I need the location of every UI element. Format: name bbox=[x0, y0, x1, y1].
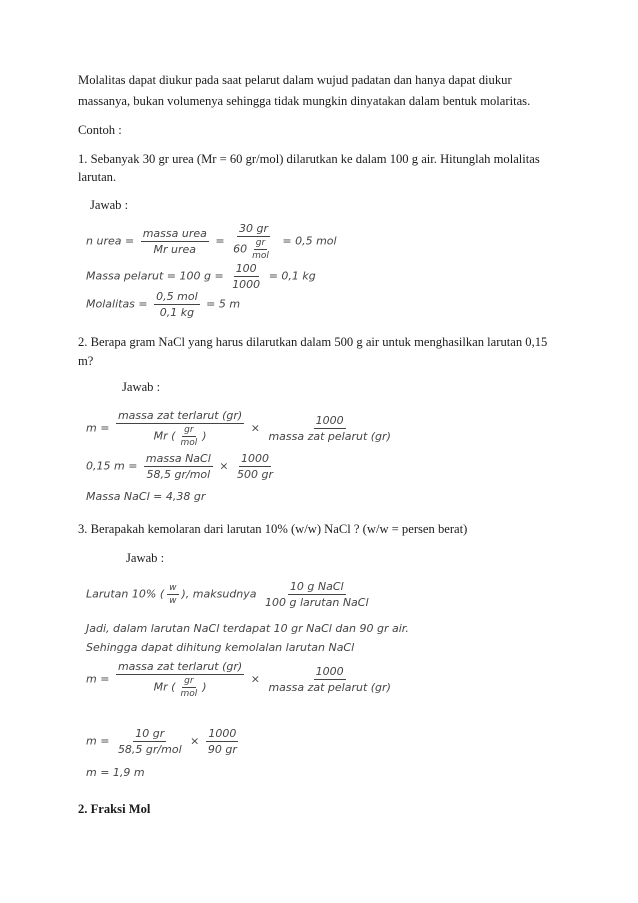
fraction: $\frac{100}{1000}$ bbox=[232, 262, 261, 291]
fraction: $\frac{10 gr}{\text{58,5 gr/mol}}$ bbox=[117, 727, 182, 756]
contoh-label: Contoh : bbox=[78, 123, 122, 137]
equation-jadi-line: Jadi, dalam larutan NaCl terdapat 10 gr NaCl dan 90 gr air. bbox=[86, 622, 409, 635]
equation-nacl-mass: 0,15 m = $\frac{\text{massa NaCl}}{\text{58,5 gr/mol}}$ × $\frac{1000}{500 gr}$ bbox=[86, 452, 274, 481]
section-heading-fraksi-mol: 2. Fraksi Mol bbox=[78, 802, 151, 816]
fraction: $\frac{1000}{90 gr}$ bbox=[207, 727, 237, 756]
equation-m-formula: m = massa zat terlarut (gr) Mr ( $\frac{gr}{\text{mol}}$ ) × $\frac{1000}{\text{massa zat pelarut (gr)}}$ bbox=[86, 409, 391, 448]
fraction: 30 gr 60 $\frac{gr}{\text{mol}}$ bbox=[233, 222, 269, 261]
question-1-line-1: 1. Sebanyak 30 gr urea (Mr = 60 gr/mol) dilarutkan ke dalam 100 g air. Hitunglah molalitas bbox=[78, 152, 540, 166]
equation-m-result: m = 1,9 m bbox=[86, 766, 145, 779]
intro-line-1: Molalitas dapat diukur pada saat pelarut dalam wujud padatan dan hanya dapat diukur bbox=[78, 73, 512, 87]
fraction: massa zat terlarut (gr) Mr ( $\frac{gr}{\text{mol}}$ ) bbox=[117, 660, 243, 699]
fraction: $\frac{\text{massa NaCl}}{\text{58,5 gr/mol}}$ bbox=[145, 452, 211, 481]
question-2-line-1: 2. Berapa gram NaCl yang harus dilarutkan dalam 500 g air untuk menghasilkan larutan 0,15 bbox=[78, 335, 548, 349]
question-2-line-2: m? bbox=[78, 354, 94, 368]
equation-m-formula-2: m = massa zat terlarut (gr) Mr ( $\frac{gr}{\text{mol}}$ ) × $\frac{1000}{\text{massa zat pelarut (gr)}}$ bbox=[86, 660, 391, 699]
equation-result-nacl: Massa NaCl = 4,38 gr bbox=[86, 490, 206, 503]
jawab-3: Jawab : bbox=[126, 551, 165, 565]
equation-molalitas: Molalitas = $\frac{\text{0,5 mol}}{0,1 kg}$ = 5 m bbox=[86, 290, 241, 319]
fraction: $\frac{\text{0,5 mol}}{0,1 kg}$ bbox=[156, 290, 198, 319]
fraction: $\frac{1000}{500 gr}$ bbox=[237, 452, 274, 481]
equation-larutan-10: Larutan 10% ( $\frac{w}{w}$ ), maksudnya $\frac{\text{10 g NaCl}}{\text{100 g larutan NaCl}}$ bbox=[86, 580, 369, 609]
question-1-line-2: larutan. bbox=[78, 170, 117, 184]
intro-line-2: massanya, bukan volumenya sehingga tidak mungkin dinyatakan dalam bentuk molaritas. bbox=[78, 94, 531, 108]
fraction: $\frac{1000}{\text{massa zat pelarut (gr)}}$ bbox=[268, 665, 391, 694]
equation-m-values: m = $\frac{10 gr}{\text{58,5 gr/mol}}$ × $\frac{1000}{90 gr}$ bbox=[86, 727, 237, 756]
jawab-2: Jawab : bbox=[122, 380, 161, 394]
fraction: $\frac{1000}{\text{massa zat pelarut (gr)}}$ bbox=[268, 414, 391, 443]
equation-massa-pelarut: Massa pelarut = 100 g = $\frac{100}{1000}$ = 0,1 kg bbox=[86, 262, 316, 291]
fraction: $\frac{\text{massa urea}}{\text{Mr urea}}$ bbox=[142, 227, 207, 256]
fraction: $\frac{\text{10 g NaCl}}{\text{100 g larutan NaCl}}$ bbox=[265, 580, 369, 609]
fraction: massa zat terlarut (gr) Mr ( $\frac{gr}{\text{mol}}$ ) bbox=[117, 409, 243, 448]
equation-sehingga-line: Sehingga dapat dihitung kemolalan larutan NaCl bbox=[86, 641, 355, 654]
question-3-line-1: 3. Berapakah kemolaran dari larutan 10% (w/w) NaCl ? (w/w = persen berat) bbox=[78, 522, 468, 536]
jawab-1: Jawab : bbox=[90, 198, 129, 212]
equation-n-urea: n urea = $\frac{\text{massa urea}}{\text{Mr urea}}$ = 30 gr 60 $\frac{gr}{\text{mol}}$ = 0,5 mol bbox=[86, 222, 337, 261]
